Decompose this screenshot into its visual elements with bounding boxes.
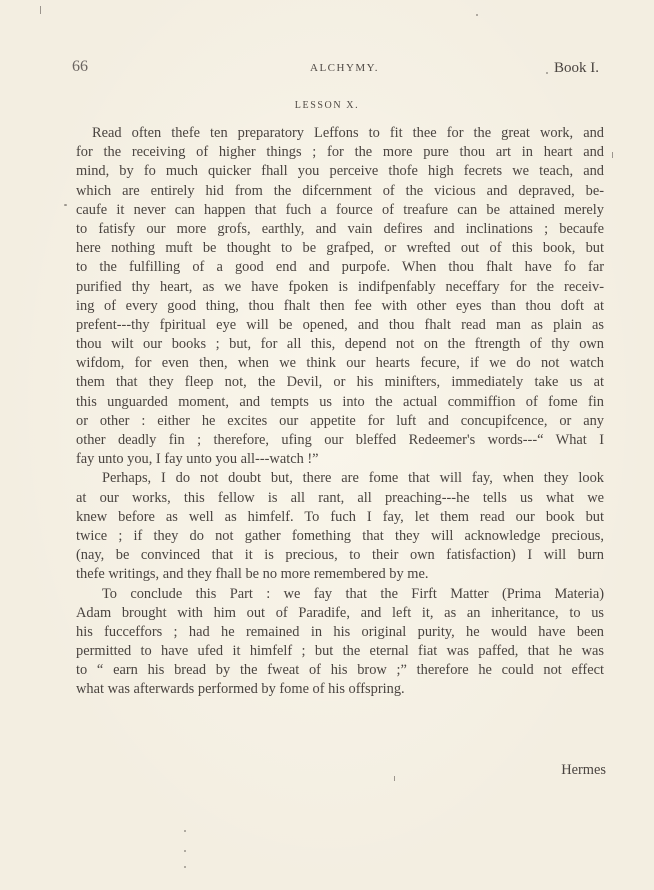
lesson-heading: LESSON X.	[294, 100, 360, 111]
text-line: or other : either he excites our appetite for luft and concupifcence, or any	[76, 412, 604, 429]
text-line: for the receiving of higher things ; for the more pure thou art in heart and	[76, 144, 604, 161]
book-label: Book I.	[554, 60, 599, 76]
text-line: ing of every good thing, thou fhalt then fee with other eyes than thou doft at	[76, 297, 604, 314]
text-line: To conclude this Part : we fay that the Firft Matter (Prima Materia)	[102, 585, 604, 602]
text-line: this unguarded moment, and tempts us into the actual commiffion of fome fin	[76, 393, 604, 410]
text-line: (nay, be convinced that it is precious, to their own fatisfaction) I will burn	[76, 547, 604, 564]
text-line: other deadly fin ; therefore, ufing our bleffed Redeemer's words---“ What I	[76, 432, 604, 448]
text-line: knew before as well as himfelf. To fuch I fay, let them read our book but	[76, 508, 604, 525]
catchword: Hermes	[561, 762, 606, 778]
text-line: his fucceffors ; had he remained in his original purity, he would have been	[76, 623, 604, 640]
text-line: mind, by fo much quicker fhall you perceive thofe high fecrets we teach, and	[76, 163, 604, 180]
text-line: thefe writings, and they fhall be no more remembered by me.	[76, 566, 429, 583]
paper-speck	[394, 776, 395, 781]
text-line: here nothing muft be thought to be grafped, or wrefted out of this book, but	[76, 240, 604, 257]
paper-speck	[546, 72, 548, 74]
page-number: 66	[72, 58, 88, 75]
text-line: fay unto you, I fay unto you all---watch !”	[76, 451, 319, 468]
running-head	[0, 58, 654, 82]
text-line: prefent---thy fpiritual eye will be opened, and thou fhalt read man as plain as	[76, 316, 604, 333]
text-line: them that they fleep not, the Devil, or his minifters, immediately take us at	[76, 374, 604, 391]
text-line: wifdom, for even then, when we think our hearts fecure, if we do not watch	[76, 355, 604, 372]
text-line: to fatisfy our more grofs, earthly, and vain defires and inclinations ; becaufe	[76, 220, 604, 237]
text-line: at our works, this fellow is all rant, all preaching---he tells us what we	[76, 489, 604, 506]
running-title: ALCHYMY.	[310, 62, 379, 74]
paper-speck	[64, 204, 67, 206]
text-line: thou wilt our books ; but, for all this, depend not on the ftrength of thy own	[76, 336, 604, 353]
text-line: what was afterwards performed by fome of his offspring.	[76, 681, 405, 698]
text-line: caufe it never can happen that fuch a fource of treafure can be attained merely	[76, 201, 604, 218]
paper-speck	[184, 850, 186, 852]
paper-speck	[184, 830, 186, 832]
text-line: purified thy heart, as we have fpoken is indifpenfably neceffary for the receiv-	[76, 278, 604, 295]
paper-speck	[40, 6, 41, 14]
text-line: Adam brought with him out of Paradife, and left it, as an inheritance, to us	[76, 604, 604, 621]
paper-speck	[184, 866, 186, 868]
text-line: Perhaps, I do not doubt but, there are fome that will fay, when they look	[102, 470, 604, 487]
text-line: twice ; if they do not gather fomething that they will acknowledge precious,	[76, 527, 604, 544]
text-line: which are entirely hid from the difcernment of the vicious and depraved, be-	[76, 182, 604, 199]
body-text	[76, 124, 604, 700]
paper-speck	[612, 152, 613, 158]
text-line: to “ earn his bread by the fweat of his brow ;” therefore he could not effect	[76, 662, 604, 679]
paper-speck	[476, 14, 478, 16]
text-line: Read often thefe ten preparatory Leffons to fit thee for the great work, and	[92, 125, 604, 141]
text-line: permitted to have ufed it himfelf ; but the eternal fiat was paffed, that he was	[76, 643, 604, 660]
text-line: to the fulfilling of a good end and purpofe. When thou fhalt have fo far	[76, 259, 604, 276]
